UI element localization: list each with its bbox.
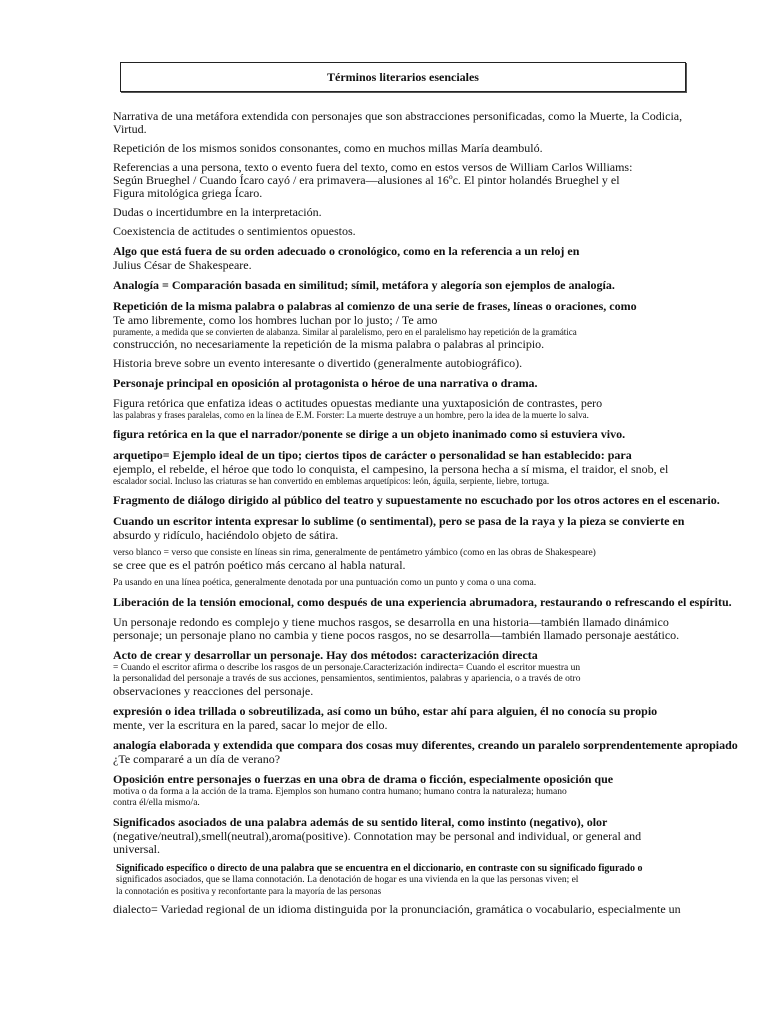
- definition-line: Virtud.: [113, 122, 147, 136]
- definition-line: Dudas o incertidumbre en la interpretación.: [113, 205, 322, 219]
- definition-entry: [113, 448, 713, 487]
- definition-line: Narrativa de una metáfora extendida con personajes que son abstracciones personificadas, como la Muerte, la Codicia,: [113, 109, 683, 123]
- definition-line: Significados asociados de una palabra además de su sentido literal, como instinto (negativo), olor: [113, 815, 608, 829]
- definition-line: Te amo libremente, como los hombres luchan por lo justo; / Te amo: [113, 313, 438, 327]
- definition-line: Algo que está fuera de su orden adecuado o cronológico, como en la referencia a un reloj en: [113, 244, 580, 258]
- definition-entry: [113, 548, 713, 572]
- definition-entry: [113, 278, 713, 293]
- definition-line: Oposición entre personajes o fuerzas en una obra de drama o ficción, especialmente oposición que: [113, 772, 614, 786]
- definition-line: Acto de crear y desarrollar un personaje. Hay dos métodos: caracterización directa: [113, 648, 538, 662]
- definition-entry: [113, 376, 713, 391]
- definition-line: absurdo y ridículo, haciéndolo objeto de sátira.: [113, 528, 339, 542]
- definition-entry: [113, 299, 713, 351]
- definition-entry: [113, 578, 713, 589]
- definition-line: construcción, no necesariamente la repetición de la misma palabra o palabras al principio.: [113, 337, 545, 351]
- definition-line: Significado específico o directo de una palabra que se encuentra en el diccionario, en contraste con su significado figurado o: [116, 863, 643, 874]
- definition-line: analogía elaborada y extendida que compara dos cosas muy diferentes, creando un paralelo sorprendentemente apropiado: [113, 738, 738, 752]
- definition-entry: [113, 206, 713, 219]
- definition-line: universal.: [113, 842, 160, 856]
- definition-entry: [113, 648, 713, 698]
- definition-line: Repetición de la misma palabra o palabras al comienzo de una serie de frases, líneas o oraciones, como: [113, 299, 637, 313]
- definition-line: Historia breve sobre un evento interesante o divertido (generalmente autobiográfico).: [113, 356, 523, 370]
- definition-entry: [113, 110, 713, 136]
- definition-line: Fragmento de diálogo dirigido al público del teatro y supuestamente no escuchado por los otros actores en el escenario.: [113, 493, 720, 507]
- definition-line: Un personaje redondo es complejo y tiene muchos rasgos, se desarrolla en una historia—también llamado dinámico: [113, 615, 669, 629]
- definition-entry: [113, 862, 713, 897]
- definition-line: observaciones y reacciones del personaje.: [113, 684, 314, 698]
- definition-entry: [113, 514, 713, 542]
- definition-line: expresión o idea trillada o sobreutilizada, así como un búho, estar ahí para alguien, él no conocía su propio: [113, 704, 658, 718]
- document-title: Términos literarios esenciales: [120, 62, 686, 92]
- definition-line: verso blanco = verso que consiste en líneas sin rima, generalmente de pentámetro yámbico (como en las obras de Shakespeare): [113, 548, 596, 558]
- definition-line: = Cuando el escritor afirma o describe los rasgos de un personaje.Caracterización indirecta= Cuando el escritor muestra un: [113, 663, 581, 673]
- definition-entry: [113, 704, 713, 732]
- definition-line: escalador social. Incluso las criaturas se han convertido en emblemas arquetípicos: león, águila, serpiente, liebre, tortuga.: [113, 476, 550, 486]
- definition-line: Según Brueghel / Cuando Ícaro cayó / era primavera—alusiones al 16ºc. El pintor holandés Brueghel y el: [113, 173, 620, 187]
- definition-entry: [113, 903, 713, 916]
- definition-line: Pa usando en una línea poética, generalmente denotada por una puntuación como un punto y coma o una coma.: [113, 578, 537, 588]
- definition-line: significados asociados, que se llama connotación. La denotación de hogar es una vivienda en la que las personas viven; el: [116, 875, 579, 885]
- definition-entry: [113, 244, 713, 272]
- definition-line: motiva o da forma a la acción de la trama. Ejemplos son humano contra humano; humano contra la naturaleza; humano: [113, 787, 567, 797]
- definition-line: Figura retórica que enfatiza ideas o actitudes opuestas mediante una yuxtaposición de contrastes, pero: [113, 396, 603, 410]
- definition-line: Personaje principal en oposición al protagonista o héroe de una narrativa o drama.: [113, 376, 538, 390]
- definition-line: Figura mitológica griega Ícaro.: [113, 186, 263, 200]
- definition-line: dialecto= Variedad regional de un idioma distinguida por la pronunciación, gramática o vocabulario, especialmente un: [113, 902, 681, 916]
- definition-line: Analogía = Comparación basada en similitud; símil, metáfora y alegoría son ejemplos de analogía.: [113, 278, 615, 292]
- definition-entry: [113, 595, 732, 610]
- terms-list: [113, 109, 738, 922]
- definition-line: ejemplo, el rebelde, el héroe que todo lo conquista, el campesino, la persona hecha a sí misma, el traidor, el snob, el: [113, 462, 669, 476]
- definition-entry: [113, 772, 713, 809]
- definition-line: (negative/neutral),smell(neutral),aroma(positive). Connotation may be personal and individual, or general and: [113, 829, 642, 843]
- definition-line: Julius César de Shakespeare.: [113, 258, 252, 272]
- definition-line: mente, ver la escritura en la pared, sacar lo mejor de ello.: [113, 718, 388, 732]
- definition-entry: [113, 815, 713, 856]
- definition-entry: [113, 427, 713, 442]
- definition-line: contra él/ella mismo/a.: [113, 798, 200, 808]
- definition-entry: [113, 142, 713, 155]
- definition-entry: [113, 493, 720, 508]
- definition-entry: [113, 738, 738, 766]
- definition-line: la connotación es positiva y reconfortante para la mayoría de las personas: [116, 886, 382, 896]
- definition-line: puramente, a medida que se convierten de alabanza. Similar al paralelismo, pero en el paralelismo hay repetición de la gramática: [113, 327, 577, 337]
- definition-line: Repetición de los mismos sonidos consonantes, como en muchos millas María deambuló.: [113, 141, 543, 155]
- definition-line: se cree que es el patrón poético más cercano al habla natural.: [113, 558, 406, 572]
- definition-line: personaje; un personaje plano no cambia y tiene pocos rasgos, no se desarrolla—también llamado personaje aestático.: [113, 628, 680, 642]
- definition-line: arquetipo= Ejemplo ideal de un tipo; ciertos tipos de carácter o personalidad se han establecido: para: [113, 448, 632, 462]
- definition-entry: [113, 357, 713, 370]
- definition-line: ¿Te compararé a un día de verano?: [113, 752, 281, 766]
- definition-line: la personalidad del personaje a través de sus acciones, pensamientos, sentimientos, palabras y apariencia, o a través de otro: [113, 674, 581, 684]
- definition-entry: [113, 225, 713, 238]
- definition-line: Cuando un escritor intenta expresar lo sublime (o sentimental), pero se pasa de la raya y la pieza se convierte en: [113, 514, 685, 528]
- definition-line: figura retórica en la que el narrador/ponente se dirige a un objeto inanimado como si estuviera vivo.: [113, 427, 626, 441]
- definition-entry: [113, 161, 713, 200]
- definition-line: Liberación de la tensión emocional, como después de una experiencia abrumadora, restaurando o refrescando el espíritu.: [113, 595, 732, 609]
- definition-line: las palabras y frases paralelas, como en la línea de E.M. Forster: La muerte destruye a un hombre, pero la idea de la muerte lo salva.: [113, 410, 589, 420]
- definition-entry: [113, 616, 713, 642]
- definition-line: Coexistencia de actitudes o sentimientos opuestos.: [113, 224, 356, 238]
- definition-entry: [113, 397, 713, 421]
- definition-line: Referencias a una persona, texto o evento fuera del texto, como en estos versos de William Carlos Williams:: [113, 160, 633, 174]
